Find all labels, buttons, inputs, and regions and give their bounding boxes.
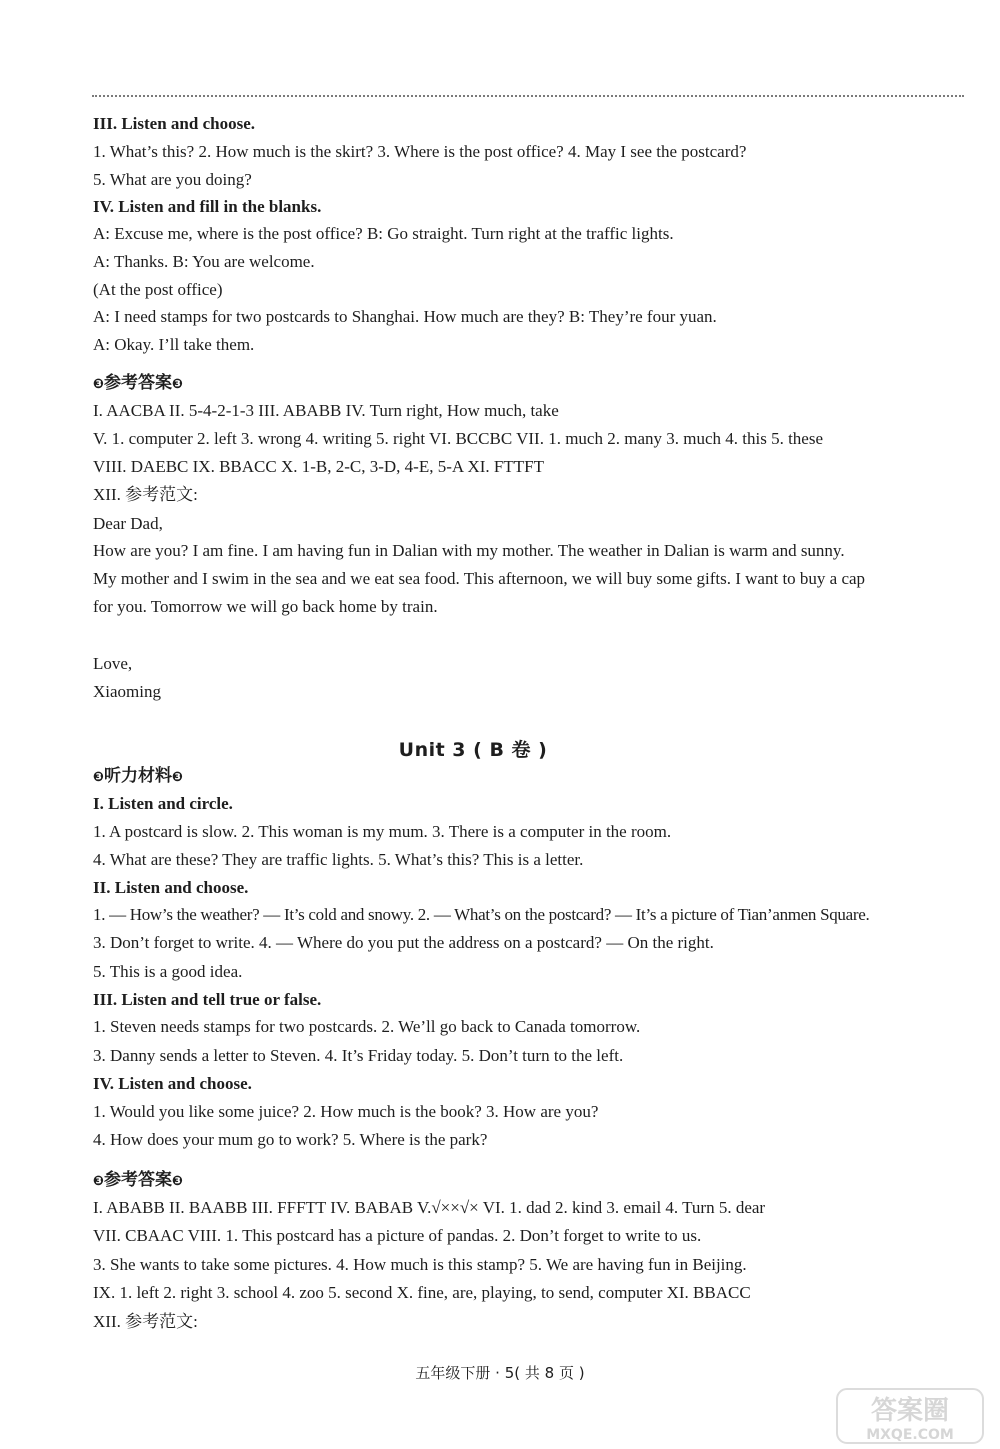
- answers-heading: ❸参考答案❸: [93, 373, 184, 393]
- text-line: 3. She wants to take some pictures. 4. How much is this stamp? 5. We are having fun in Beijing.: [93, 1255, 747, 1274]
- text-line: I. AACBA II. 5-4-2-1-3 III. ABABB IV. Turn right, How much, take: [93, 401, 559, 420]
- text-line: 4. How does your mum go to work? 5. Where is the park?: [93, 1130, 488, 1149]
- svg-text:MXQE.COM: MXQE.COM: [866, 1427, 954, 1443]
- text-line: I. ABABB II. BAABB III. FFFTT IV. BABAB V.√××√× VI. 1. dad 2. kind 3. email 4. Turn 5. dear: [93, 1198, 766, 1217]
- heading-iv: IV. Listen and fill in the blanks.: [93, 197, 322, 216]
- bullet-icon: ❸: [93, 770, 105, 785]
- text-line: 4. What are these? They are traffic lights. 5. What’s this? This is a letter.: [93, 850, 584, 869]
- heading-ii: II. Listen and choose.: [93, 878, 249, 897]
- heading-iii: III. Listen and tell true or false.: [93, 990, 322, 1009]
- bullet-icon: ❸: [172, 377, 184, 392]
- text-line: XII. 参考范文:: [93, 1312, 198, 1331]
- bullet-icon: ❸: [172, 1174, 184, 1189]
- listening-heading: ❸听力材料❸: [93, 766, 184, 786]
- text-line: VII. CBAAC VIII. 1. This postcard has a picture of pandas. 2. Don’t forget to write to us.: [93, 1226, 702, 1245]
- page-footer: 五年级下册 · 5( 共 8 页 ): [415, 1364, 585, 1382]
- text-line: A: Thanks. B: You are welcome.: [93, 252, 315, 271]
- text-line: XII. 参考范文:: [93, 485, 198, 504]
- text-line: 1. — How’s the weather? — It’s cold and snowy. 2. — What’s on the postcard? — It’s a picture of Tian’anmen Square.: [93, 905, 870, 924]
- text-line: 1. Steven needs stamps for two postcards. 2. We’ll go back to Canada tomorrow.: [93, 1017, 641, 1036]
- unit-title: Unit 3 ( B 卷 ): [398, 739, 548, 761]
- text-line: 5. This is a good idea.: [93, 962, 243, 981]
- text-line: 3. Don’t forget to write. 4. — Where do you put the address on a postcard? — On the right.: [93, 933, 714, 952]
- top-rule: [92, 95, 964, 97]
- text-line: IX. 1. left 2. right 3. school 4. zoo 5. second X. fine, are, playing, to send, computer XI. BBACC: [93, 1283, 751, 1302]
- text-line: (At the post office): [93, 280, 223, 299]
- heading-iii: III. Listen and choose.: [93, 114, 256, 133]
- svg-text:答案圈: 答案圈: [870, 1396, 950, 1426]
- text-line: 5. What are you doing?: [93, 170, 252, 189]
- letter-signature: Xiaoming: [93, 682, 161, 701]
- bullet-icon: ❸: [93, 377, 105, 392]
- text-line: 1. What’s this? 2. How much is the skirt? 3. Where is the post office? 4. May I see the postcard?: [93, 142, 747, 161]
- heading-iv: IV. Listen and choose.: [93, 1074, 252, 1093]
- letter-body: for you. Tomorrow we will go back home by train.: [93, 597, 438, 616]
- text-line: 1. Would you like some juice? 2. How much is the book? 3. How are you?: [93, 1102, 599, 1121]
- text-line: A: Okay. I’ll take them.: [93, 335, 255, 354]
- text-line: 3. Danny sends a letter to Steven. 4. It’s Friday today. 5. Don’t turn to the left.: [93, 1046, 624, 1065]
- heading-i: I. Listen and circle.: [93, 794, 233, 813]
- answers-heading: ❸参考答案❸: [93, 1170, 184, 1190]
- text-line: A: Excuse me, where is the post office? B: Go straight. Turn right at the traffic lights.: [93, 224, 674, 243]
- letter-body: How are you? I am fine. I am having fun in Dalian with my mother. The weather in Dalian is warm and sunny.: [93, 541, 845, 560]
- letter-greeting: Dear Dad,: [93, 514, 163, 533]
- text-line: 1. A postcard is slow. 2. This woman is my mum. 3. There is a computer in the room.: [93, 822, 672, 841]
- text-line: V. 1. computer 2. left 3. wrong 4. writing 5. right VI. BCCBC VII. 1. much 2. many 3. much 4. this 5. these: [93, 429, 824, 448]
- text-line: A: I need stamps for two postcards to Shanghai. How much are they? B: They’re four yuan.: [93, 307, 717, 326]
- bullet-icon: ❸: [172, 770, 184, 785]
- text-line: VIII. DAEBC IX. BBACC X. 1-B, 2-C, 3-D, 4-E, 5-A XI. FTTFT: [93, 457, 544, 476]
- letter-body: My mother and I swim in the sea and we eat sea food. This afternoon, we will buy some gifts. I want to buy a cap: [93, 569, 866, 588]
- watermark-logo: [835, 1385, 985, 1445]
- bullet-icon: ❸: [93, 1174, 105, 1189]
- letter-closing: Love,: [93, 654, 133, 673]
